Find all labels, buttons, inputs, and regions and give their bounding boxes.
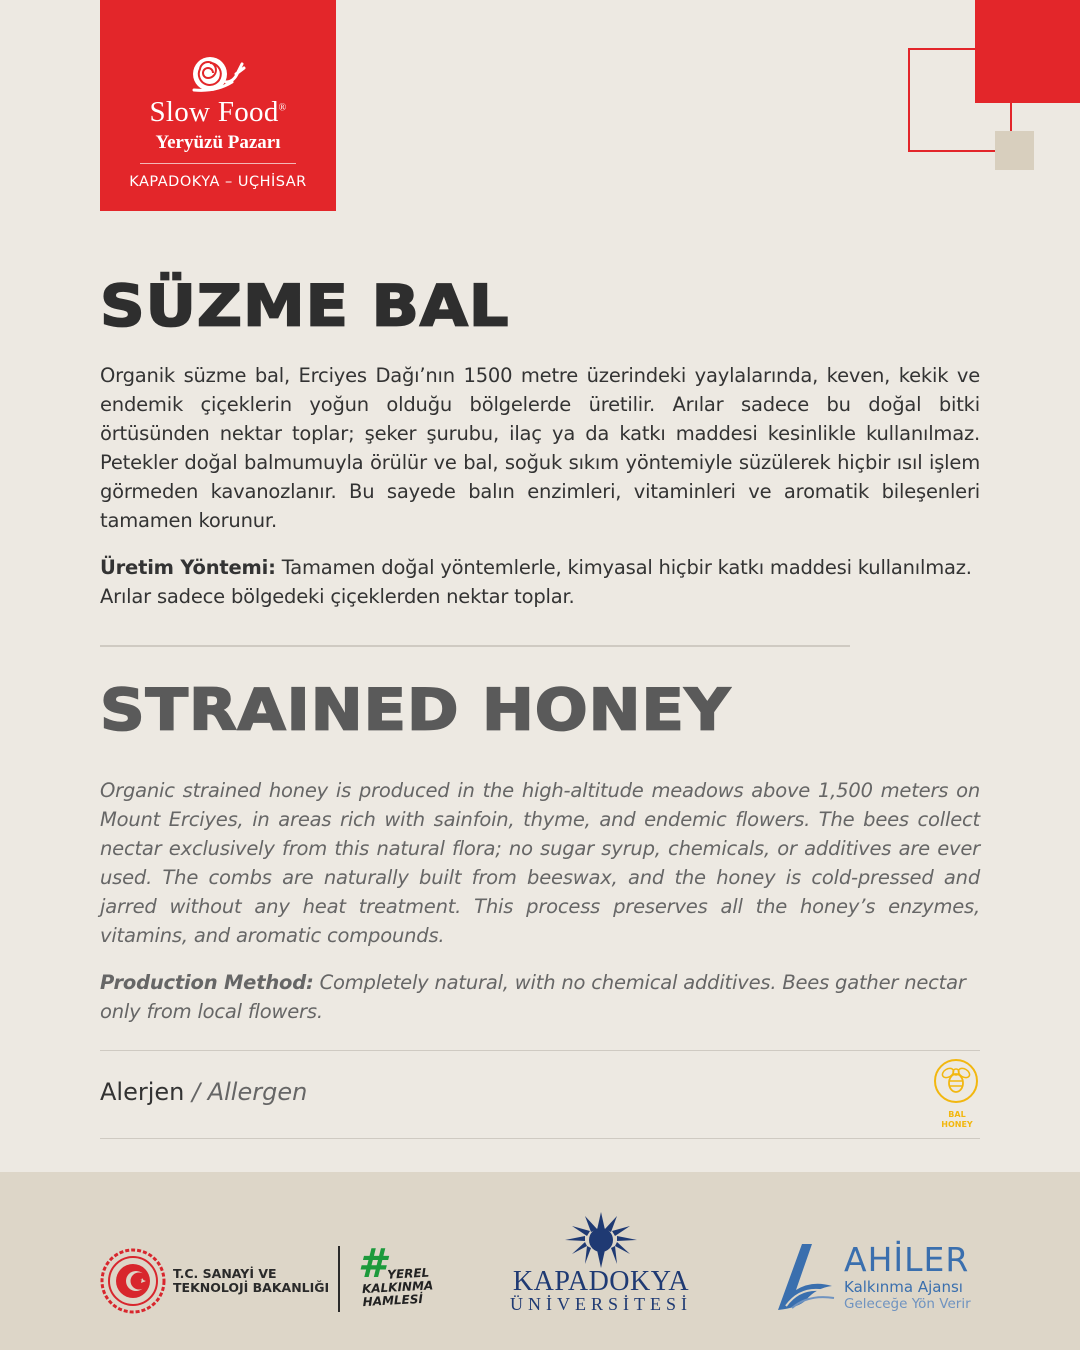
footer-divider [338,1246,340,1312]
method-english [100,968,980,1026]
ministry-emblem-icon [100,1248,166,1314]
slow-food-logo [100,0,336,211]
title-english: STRAINED HONEY [100,676,731,744]
method-text-english: Completely natural, with no chemical additives. Bees gather nectar only from local flowers. [100,971,966,1023]
allergen-top-divider [100,1050,980,1051]
ministry-name: T.C. SANAYİ VE TEKNOLOJİ BAKANLIĞI [173,1266,330,1295]
allergen-bottom-divider [100,1138,980,1139]
hashtag-icon: # [358,1241,386,1287]
snail-icon [186,52,248,96]
method-label-turkish: Üretim Yöntemi: [100,556,276,579]
yerel-kalkinma-text: YEREL KALKINMA HAMLESİ [361,1265,434,1310]
method-turkish [100,553,980,611]
agency-subtitle: Kalkınma Ajansı [844,1278,963,1296]
brand-subtitle: Yeryüzü Pazarı [155,132,281,153]
honey-icon-label: BAL HONEY [941,1110,973,1129]
allergen-label: Alerjen / Allergen [100,1078,308,1106]
title-turkish: SÜZME BAL [100,272,510,340]
ahiler-wave-icon [772,1240,838,1312]
description-english: Organic strained honey is produced in the high-altitude meadows above 1,500 meters on Mount Erciyes, in areas rich with sainfoin, thyme, and endemic flowers. The bees collect nectar exclusively from this natural flora; no sugar syrup, chemicals, or additives are ever used. The combs are naturally built from beeswax, and the honey is cold-pressed and jarred without any heat treatment. This process preserves all the honey’s enzymes, vitamins, and aromatic compounds. [100,779,980,947]
brand-name: Slow Food® [149,96,287,128]
decor-beige-square [995,131,1034,170]
university-emblem-icon [563,1210,639,1268]
agency-name: AHİLER [844,1240,970,1279]
brand-divider [140,163,296,164]
method-label-english: Production Method: [100,971,314,994]
description-turkish: Organik süzme bal, Erciyes Dağı’nın 1500 metre üzerindeki yaylalarında, keven, kekik ve endemik çiçeklerin yoğun olduğu bölgelerde üretilir. Arılar sadece bu doğal bitki örtüsünden nektar toplar; şeker şurubu, ilaç ya da katkı maddesi kesinlikle kullanılmaz. Petekler doğal balmumuyla örülür ve bal, soğuk sıkım yöntemiyle süzülerek hiçbir ısıl işlem görmeden kavanozlanır. Bu sayede balın enzimleri, vitaminleri ve aromatik bileşenleri tamamen korunur. [100,364,980,532]
brand-location: KAPADOKYA – UÇHİSAR [129,174,307,190]
bee-icon [933,1058,979,1104]
university-subtitle: ÜNİVERSİTESİ [510,1294,692,1314]
section-divider [100,645,850,647]
agency-tagline: Geleceğe Yön Verir [844,1296,971,1312]
university-name: KAPADOKYA [512,1266,690,1297]
method-text-turkish: Tamamen doğal yöntemlerle, kimyasal hiçbir katkı maddesi kullanılmaz. Arılar sadece bölgedeki çiçeklerden nektar toplar. [100,556,972,608]
